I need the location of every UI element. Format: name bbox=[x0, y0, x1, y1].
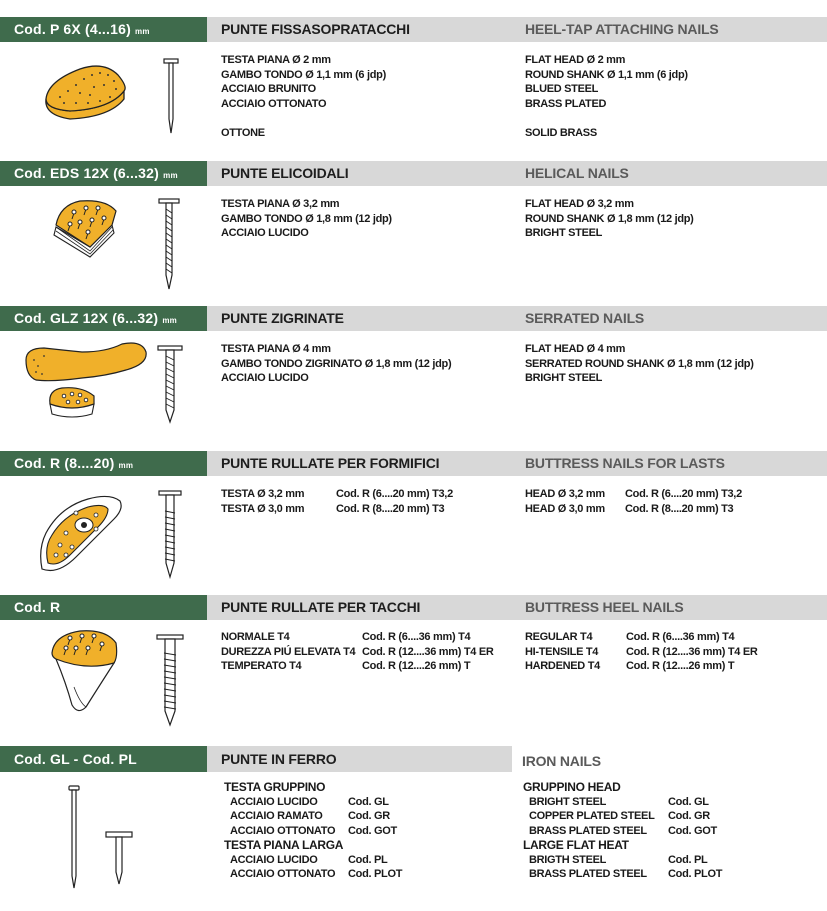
last-illustration bbox=[36, 489, 126, 577]
italian-title: PUNTE IN FERRO bbox=[221, 751, 337, 767]
spec-row: TESTA Ø 3,2 mm Cod. R (6....20 mm) T3,2 bbox=[221, 488, 453, 500]
section-header bbox=[0, 306, 827, 331]
english-title: BUTTRESS HEEL NAILS bbox=[525, 599, 684, 615]
italian-title: PUNTE ZIGRINATE bbox=[221, 310, 344, 326]
italian-specs: TESTA PIANA Ø 4 mm GAMBO TONDO ZIGRINATO Ø 1,8 mm (12 jdp) ACCIAIO LUCIDO bbox=[221, 343, 452, 384]
section-serrated-nails bbox=[0, 306, 827, 446]
buttress-nail-icon bbox=[156, 489, 184, 579]
product-code: Cod. P 6X (4...16) mm bbox=[0, 17, 207, 42]
english-specs bbox=[525, 630, 758, 674]
italian-title: PUNTE ELICOIDALI bbox=[221, 165, 349, 181]
nail-icon bbox=[160, 57, 182, 137]
spec-row: COPPER PLATED STEEL Cod. GR bbox=[529, 810, 710, 822]
section-buttress-nails-lasts bbox=[0, 451, 827, 591]
spec-row: NORMALE T4 Cod. R (6....36 mm) T4 bbox=[221, 631, 471, 643]
english-title: SERRATED NAILS bbox=[525, 310, 645, 326]
serrated-nail-icon bbox=[156, 344, 184, 424]
heel-illustration bbox=[46, 627, 126, 717]
product-code: Cod. GLZ 12X (6...32) mm bbox=[0, 306, 207, 331]
spec-row: BRIGHT STEEL Cod. GL bbox=[529, 795, 709, 808]
product-code: Cod. R bbox=[0, 595, 207, 620]
section-header bbox=[0, 595, 827, 620]
section-header bbox=[0, 451, 827, 476]
product-code: Cod. EDS 12X (6...32) mm bbox=[0, 161, 207, 186]
italian-title: PUNTE RULLATE PER TACCHI bbox=[221, 599, 421, 615]
spec-row: HI-TENSILE T4 Cod. R (12....36 mm) T4 ER bbox=[525, 645, 758, 658]
product-code: Cod. R (8....20) mm bbox=[0, 451, 207, 476]
helical-nail-icon bbox=[156, 197, 182, 291]
heel-illustration bbox=[50, 197, 130, 272]
english-specs: GRUPPINO HEAD BRIGHT STEEL Cod. GL COPPER PLATED STEEL Cod. GR BRASS PLATED STEEL Cod. GOT LARGE FLAT HEAT BRIGTH STEEL Cod. PL BRASS PLATED STEEL Cod. PLOT bbox=[523, 780, 723, 880]
spec-row: HARDENED T4 Cod. R (12....26 mm) T bbox=[525, 660, 735, 672]
spec-row: BRASS PLATED STEEL Cod. GOT bbox=[529, 824, 717, 837]
product-code: Cod. GL - Cod. PL bbox=[0, 746, 207, 772]
section-header bbox=[0, 161, 827, 186]
section-buttress-heel-nails bbox=[0, 595, 827, 740]
spec-row: DUREZZA PIÚ ELEVATA T4 Cod. R (12....36 mm) T4 ER bbox=[221, 645, 494, 658]
section-heel-tap-nails bbox=[0, 17, 827, 157]
spec-row: ACCIAIO OTTONATO Cod. GOT bbox=[230, 824, 397, 837]
spec-row: ACCIAIO LUCIDO Cod. GL bbox=[230, 795, 389, 808]
buttress-heel-nail-icon bbox=[155, 633, 185, 727]
section-header bbox=[0, 17, 827, 42]
italian-specs bbox=[221, 487, 453, 516]
heel-tap-illustration bbox=[40, 57, 130, 132]
english-title: HELICAL NAILS bbox=[525, 165, 629, 181]
english-specs: FLAT HEAD Ø 3,2 mm ROUND SHANK Ø 1,8 mm (12 jdp) BRIGHT STEEL bbox=[525, 198, 694, 239]
sole-illustration bbox=[22, 340, 152, 422]
spec-row: HEAD Ø 3,0 mm Cod. R (8....20 mm) T3 bbox=[525, 502, 734, 515]
section-iron-nails bbox=[0, 746, 827, 906]
long-nail-icon bbox=[64, 784, 84, 890]
english-specs: FLAT HEAD Ø 4 mm SERRATED ROUND SHANK Ø 1,8 mm (12 jdp) BRIGHT STEEL bbox=[525, 343, 754, 384]
english-title: IRON NAILS bbox=[512, 746, 827, 772]
italian-title: PUNTE FISSASOPRATACCHI bbox=[221, 21, 410, 37]
italian-title: PUNTE RULLATE PER FORMIFICI bbox=[221, 455, 440, 471]
spec-row: REGULAR T4 Cod. R (6....36 mm) T4 bbox=[525, 631, 735, 643]
spec-row: ACCIAIO RAMATO Cod. GR bbox=[230, 810, 390, 822]
flat-head-nail-icon bbox=[104, 830, 134, 886]
spec-row: TEMPERATO T4 Cod. R (12....26 mm) T bbox=[221, 660, 471, 672]
italian-specs bbox=[221, 630, 494, 674]
spec-row: ACCIAIO OTTONATO Cod. PLOT bbox=[230, 868, 403, 880]
spec-row: TESTA Ø 3,0 mm Cod. R (8....20 mm) T3 bbox=[221, 502, 445, 515]
spec-row: BRASS PLATED STEEL Cod. PLOT bbox=[529, 868, 723, 880]
english-specs bbox=[525, 487, 742, 516]
section-helical-nails bbox=[0, 161, 827, 301]
italian-specs: TESTA GRUPPINO ACCIAIO LUCIDO Cod. GL ACCIAIO RAMATO Cod. GR ACCIAIO OTTONATO Cod. GOT TESTA PIANA LARGA ACCIAIO LUCIDO Cod. PL ACCIAIO OTTONATO Cod. PLOT bbox=[224, 780, 403, 880]
english-title: HEEL-TAP ATTACHING NAILS bbox=[525, 21, 719, 37]
spec-row: ACCIAIO LUCIDO Cod. PL bbox=[230, 853, 388, 866]
english-specs: FLAT HEAD Ø 2 mm ROUND SHANK Ø 1,1 mm (6 jdp) BLUED STEEL BRASS PLATED SOLID BRASS bbox=[525, 54, 688, 139]
english-title: BUTTRESS NAILS FOR LASTS bbox=[525, 455, 725, 471]
spec-row: BRIGTH STEEL Cod. PL bbox=[529, 853, 708, 866]
section-header bbox=[0, 746, 827, 772]
italian-specs: TESTA PIANA Ø 2 mm GAMBO TONDO Ø 1,1 mm (6 jdp) ACCIAIO BRUNITO ACCIAIO OTTONATO OTTONE bbox=[221, 54, 386, 139]
spec-row: HEAD Ø 3,2 mm Cod. R (6....20 mm) T3,2 bbox=[525, 488, 742, 500]
italian-specs: TESTA PIANA Ø 3,2 mm GAMBO TONDO Ø 1,8 mm (12 jdp) ACCIAIO LUCIDO bbox=[221, 198, 392, 239]
